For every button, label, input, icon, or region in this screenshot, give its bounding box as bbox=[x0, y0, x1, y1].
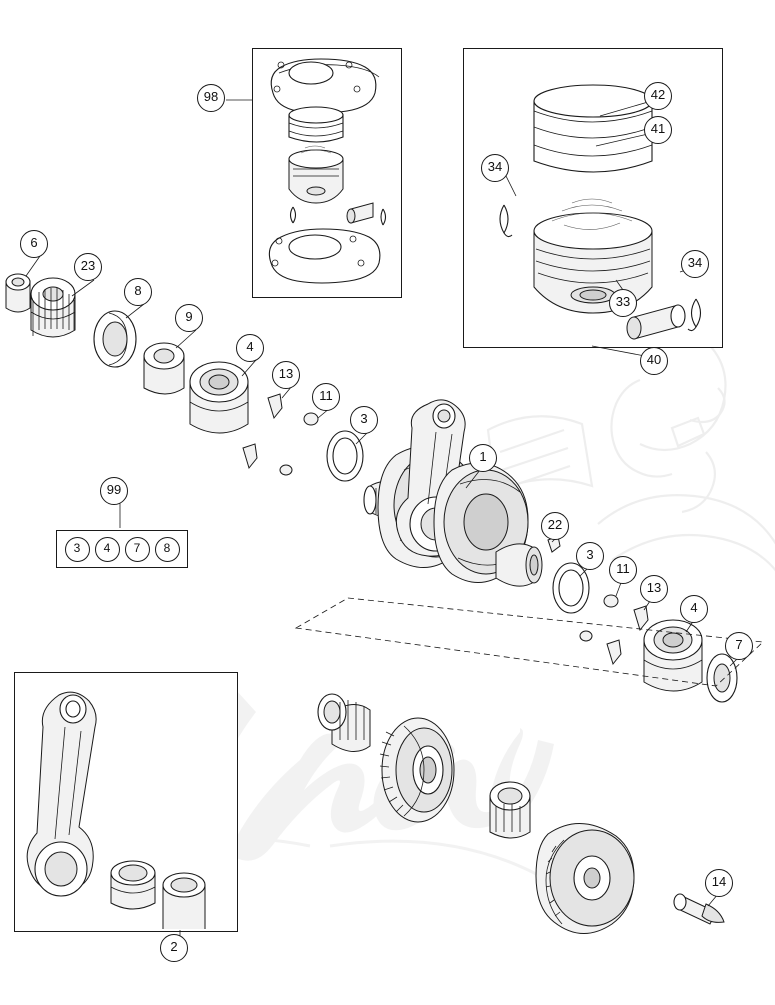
part-timing-gear bbox=[31, 278, 75, 337]
part-washer-7 bbox=[707, 654, 737, 702]
part-dowels-left bbox=[243, 394, 318, 475]
callout-8: 8 bbox=[124, 278, 152, 306]
callout-34: 34 bbox=[481, 154, 509, 182]
callout-98: 98 bbox=[197, 84, 225, 112]
callout-13: 13 bbox=[272, 361, 300, 389]
kit-cell-1 bbox=[92, 533, 122, 565]
callout-41: 41 bbox=[644, 116, 672, 144]
kit-cell-0 bbox=[62, 533, 92, 565]
callout-11: 11 bbox=[609, 556, 637, 584]
callout-11: 11 bbox=[312, 383, 340, 411]
part-balancer-bearing bbox=[490, 782, 530, 838]
callout-34: 34 bbox=[681, 250, 709, 278]
callout-14: 14 bbox=[705, 869, 733, 897]
gasket-kit-99-table bbox=[56, 530, 188, 568]
kit-item-label: 4 bbox=[95, 537, 120, 562]
part-oring-3b bbox=[553, 563, 589, 613]
callout-33: 33 bbox=[609, 289, 637, 317]
callout-42: 42 bbox=[644, 82, 672, 110]
part-bolt-14 bbox=[674, 894, 724, 924]
part-bearing-9 bbox=[190, 362, 248, 433]
part-balancer-gear bbox=[380, 718, 454, 822]
part-balancer-weight bbox=[536, 823, 634, 933]
callout-4: 4 bbox=[236, 334, 264, 362]
callout-1: 1 bbox=[469, 444, 497, 472]
kit-item-label: 7 bbox=[125, 537, 150, 562]
callout-9: 9 bbox=[175, 304, 203, 332]
part-crankshaft bbox=[364, 400, 542, 586]
callout-99: 99 bbox=[100, 477, 128, 505]
callout-23: 23 bbox=[74, 253, 102, 281]
callout-22: 22 bbox=[541, 512, 569, 540]
kit-item-label: 8 bbox=[155, 537, 180, 562]
callout-7: 7 bbox=[725, 632, 753, 660]
callout-6: 6 bbox=[20, 230, 48, 258]
part-dowels-right bbox=[580, 595, 648, 664]
kit-cell-2 bbox=[122, 533, 152, 565]
callout-40: 40 bbox=[640, 347, 668, 375]
part-oring-3 bbox=[327, 431, 363, 481]
part-washer-8 bbox=[94, 311, 136, 367]
callout-13: 13 bbox=[640, 575, 668, 603]
callout-4: 4 bbox=[680, 595, 708, 623]
part-nut bbox=[6, 274, 30, 312]
callout-3: 3 bbox=[576, 542, 604, 570]
part-needle-bearing bbox=[318, 694, 370, 752]
part-spacer bbox=[144, 343, 184, 394]
kit-cell-3 bbox=[152, 533, 182, 565]
callout-2: 2 bbox=[160, 934, 188, 962]
kit-item-label: 3 bbox=[65, 537, 90, 562]
callout-3: 3 bbox=[350, 406, 378, 434]
